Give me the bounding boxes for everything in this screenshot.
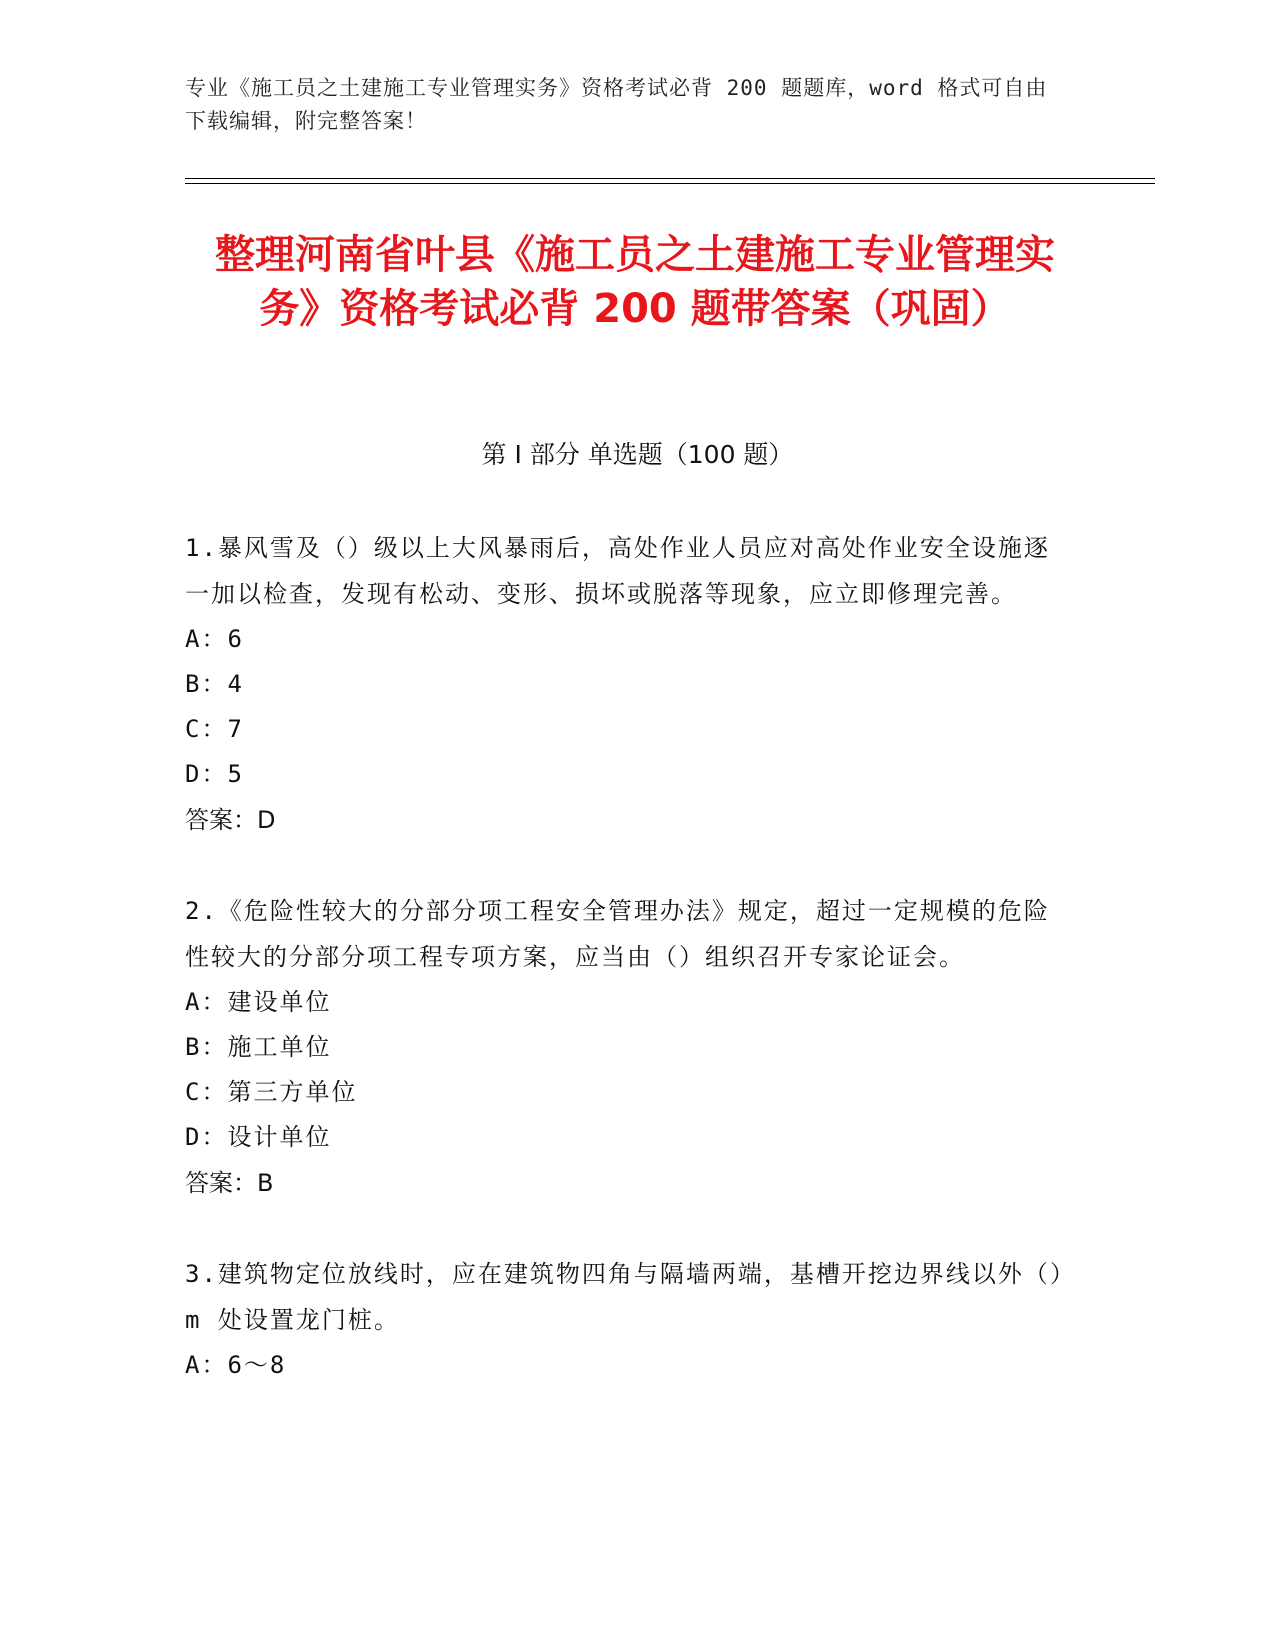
option-a: A：6	[185, 625, 244, 653]
question-stem: 2.《危险性较大的分部分项工程安全管理办法》规定，超过一定规模的危险性较大的分部分项工程专项方案，应当由（）组织召开专家论证会。	[185, 897, 1050, 971]
header-divider-bottom	[185, 183, 1155, 184]
option-a: A：6～8	[185, 1351, 287, 1379]
question-stem: 3.建筑物定位放线时，应在建筑物四角与隔墙两端，基槽开挖边界线以外（）m 处设置龙门桩。	[185, 1260, 1064, 1334]
question-3	[185, 1251, 1070, 1388]
section-title: 第 I 部分 单选题（100 题）	[481, 440, 794, 469]
question-2	[185, 888, 1070, 1206]
option-b: B：4	[185, 670, 244, 698]
option-a: A：建设单位	[185, 988, 332, 1016]
option-b: B：施工单位	[185, 1033, 332, 1061]
header-divider-top	[185, 178, 1155, 179]
option-c: C：第三方单位	[185, 1078, 358, 1106]
question-1	[185, 525, 1070, 843]
question-list	[185, 525, 1070, 1433]
option-d: D：5	[185, 760, 244, 788]
document-title: 整理河南省叶县《施工员之土建施工专业管理实务》资格考试必背 200 题带答案（巩固）	[215, 232, 1055, 332]
option-d: D：设计单位	[185, 1123, 332, 1151]
answer-line: 答案：B	[185, 1169, 274, 1197]
question-stem: 1.暴风雪及（）级以上大风暴雨后，高处作业人员应对高处作业安全设施逐一加以检查，发现有松动、变形、损坏或脱落等现象，应立即修理完善。	[185, 534, 1050, 608]
answer-line: 答案：D	[185, 806, 276, 834]
header-note: 专业《施工员之土建施工专业管理实务》资格考试必背 200 题题库，word 格式可自由下载编辑，附完整答案！	[185, 76, 1048, 133]
option-c: C：7	[185, 715, 244, 743]
